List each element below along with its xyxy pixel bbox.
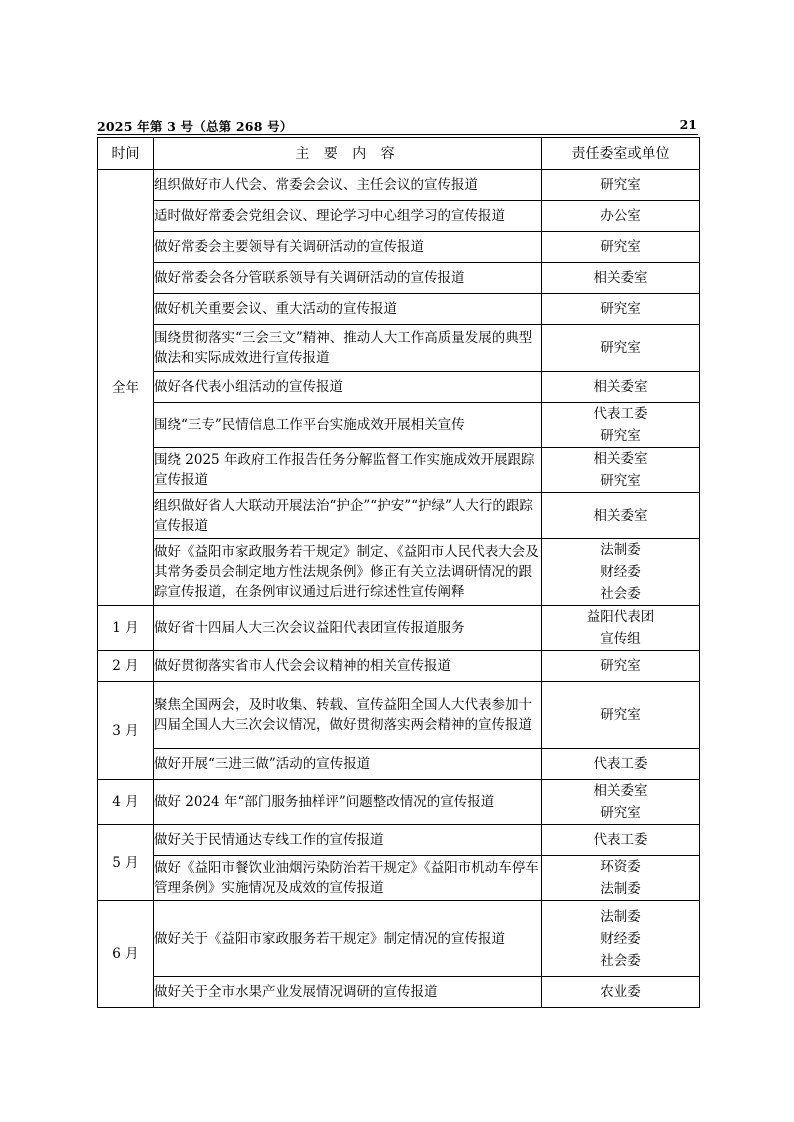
time-cell: 5 月 [98, 825, 154, 901]
responsible-cell [542, 448, 700, 493]
responsible-unit: 法制委 [600, 542, 641, 558]
responsible-unit: 相关委室 [593, 379, 648, 395]
column-header-content: 主 要 内 容 [154, 138, 542, 170]
responsible-unit: 社会委 [600, 586, 641, 602]
content-cell: 做好常委会各分管联系领导有关调研活动的宣传报道 [154, 263, 542, 294]
responsible-cell [542, 170, 700, 201]
table-row [98, 493, 700, 539]
table-row [98, 263, 700, 294]
responsible-cell [542, 403, 700, 448]
responsible-unit: 相关委室 [593, 451, 648, 467]
responsible-unit: 农业委 [600, 984, 641, 1000]
content-cell: 适时做好常委会党组会议、理论学习中心组学习的宣传报道 [154, 201, 542, 232]
table-row [98, 372, 700, 403]
content-cell: 做好贯彻落实省市人代会会议精神的相关宣传报道 [154, 651, 542, 682]
responsible-unit: 研究室 [600, 340, 641, 356]
responsible-cell [542, 856, 700, 901]
issue-label: 2025 年第 3 号（总第 268 号） [97, 119, 293, 134]
responsible-unit: 研究室 [600, 428, 641, 444]
content-cell: 聚焦全国两会，及时收集、转载、宣传益阳全国人大代表参加十四届全国人大三次会议情况，做好贯彻落实两会精神的宣传报道 [154, 682, 542, 749]
responsible-unit: 财经委 [600, 564, 641, 580]
table-body [98, 170, 700, 1008]
time-cell: 3 月 [98, 682, 154, 780]
column-header-responsible: 责任委室或单位 [542, 138, 700, 170]
responsible-unit: 研究室 [600, 658, 641, 674]
table-row [98, 325, 700, 372]
responsible-unit: 法制委 [600, 881, 641, 897]
responsible-cell [542, 232, 700, 263]
content-cell: 组织做好省人大联动开展法治“护企”“护安”“护绿”人大行的跟踪宣传报道 [154, 493, 542, 539]
responsible-unit: 研究室 [600, 473, 641, 489]
table-row [98, 901, 700, 977]
responsible-unit: 代表工委 [593, 756, 648, 772]
time-cell: 6 月 [98, 901, 154, 1008]
content-cell: 做好关于全市水果产业发展情况调研的宣传报道 [154, 977, 542, 1008]
content-cell: 围绕贯彻落实“三会三文”精神、推动人大工作高质量发展的典型做法和实际成效进行宣传报道 [154, 325, 542, 372]
page-number: 21 [679, 117, 697, 132]
table-row [98, 749, 700, 780]
responsible-unit: 代表工委 [593, 406, 648, 422]
time-cell: 全年 [98, 170, 154, 606]
table-row [98, 201, 700, 232]
responsible-cell [542, 606, 700, 651]
table-row [98, 539, 700, 606]
table-row [98, 170, 700, 201]
table-row [98, 606, 700, 651]
table-row [98, 294, 700, 325]
time-cell: 1 月 [98, 606, 154, 651]
content-cell: 做好《益阳市家政服务若干规定》制定、《益阳市人民代表大会及其常务委员会制定地方性法规条例》修正有关立法调研情况的跟踪宣传报道，在条例审议通过后进行综述性宣传阐释 [154, 539, 542, 606]
responsible-cell [542, 749, 700, 780]
responsible-cell [542, 901, 700, 977]
table-row [98, 448, 700, 493]
table-row [98, 682, 700, 749]
responsible-cell [542, 372, 700, 403]
responsible-unit: 办公室 [600, 208, 641, 224]
content-cell: 做好常委会主要领导有关调研活动的宣传报道 [154, 232, 542, 263]
table-row [98, 651, 700, 682]
responsible-unit: 研究室 [600, 707, 641, 723]
table-header-row [98, 138, 700, 170]
content-cell: 做好 2024 年“部门服务抽样评”问题整改情况的宣传报道 [154, 780, 542, 825]
content-cell: 做好机关重要会议、重大活动的宣传报道 [154, 294, 542, 325]
responsible-unit: 财经委 [600, 930, 641, 947]
responsible-unit: 相关委室 [593, 507, 648, 524]
responsible-unit: 法制委 [600, 908, 641, 925]
responsible-cell [542, 201, 700, 232]
responsible-unit: 社会委 [600, 952, 641, 969]
responsible-unit: 研究室 [600, 177, 641, 193]
table-row [98, 977, 700, 1008]
publicity-plan-table [97, 137, 700, 1008]
content-cell: 做好关于《益阳市家政服务若干规定》制定情况的宣传报道 [154, 901, 542, 977]
responsible-cell [542, 263, 700, 294]
content-cell: 围绕“三专”民情信息工作平台实施成效开展相关宣传 [154, 403, 542, 448]
responsible-unit: 宣传组 [600, 631, 641, 647]
table-row [98, 856, 700, 901]
responsible-unit: 研究室 [600, 239, 641, 255]
responsible-unit: 代表工委 [593, 832, 648, 848]
responsible-cell [542, 294, 700, 325]
time-cell: 4 月 [98, 780, 154, 825]
header-rule [97, 134, 698, 135]
responsible-cell [542, 325, 700, 372]
table-row [98, 232, 700, 263]
content-cell: 做好关于民情通达专线工作的宣传报道 [154, 825, 542, 856]
responsible-unit: 相关委室 [593, 783, 648, 799]
column-header-time: 时间 [98, 138, 154, 170]
table-row [98, 825, 700, 856]
responsible-unit: 研究室 [600, 301, 641, 317]
page-header [97, 117, 697, 135]
responsible-unit: 环资委 [600, 859, 641, 875]
content-cell: 做好《益阳市餐饮业油烟污染防治若干规定》《益阳市机动车停车管理条例》实施情况及成效的宣传报道 [154, 856, 542, 901]
time-cell: 2 月 [98, 651, 154, 682]
responsible-unit: 研究室 [600, 805, 641, 821]
table-row [98, 403, 700, 448]
responsible-unit: 相关委室 [593, 270, 648, 286]
content-cell: 做好开展“三进三做”活动的宣传报道 [154, 749, 542, 780]
content-cell: 做好各代表小组活动的宣传报道 [154, 372, 542, 403]
responsible-cell [542, 539, 700, 606]
content-cell: 做好省十四届人大三次会议益阳代表团宣传报道服务 [154, 606, 542, 651]
responsible-cell [542, 651, 700, 682]
responsible-cell [542, 825, 700, 856]
content-cell: 组织做好市人代会、常委会会议、主任会议的宣传报道 [154, 170, 542, 201]
responsible-unit: 益阳代表团 [586, 609, 655, 625]
content-cell: 围绕 2025 年政府工作报告任务分解监督工作实施成效开展跟踪宣传报道 [154, 448, 542, 493]
responsible-cell [542, 780, 700, 825]
responsible-cell [542, 493, 700, 539]
responsible-cell [542, 682, 700, 749]
table-row [98, 780, 700, 825]
responsible-cell [542, 977, 700, 1008]
